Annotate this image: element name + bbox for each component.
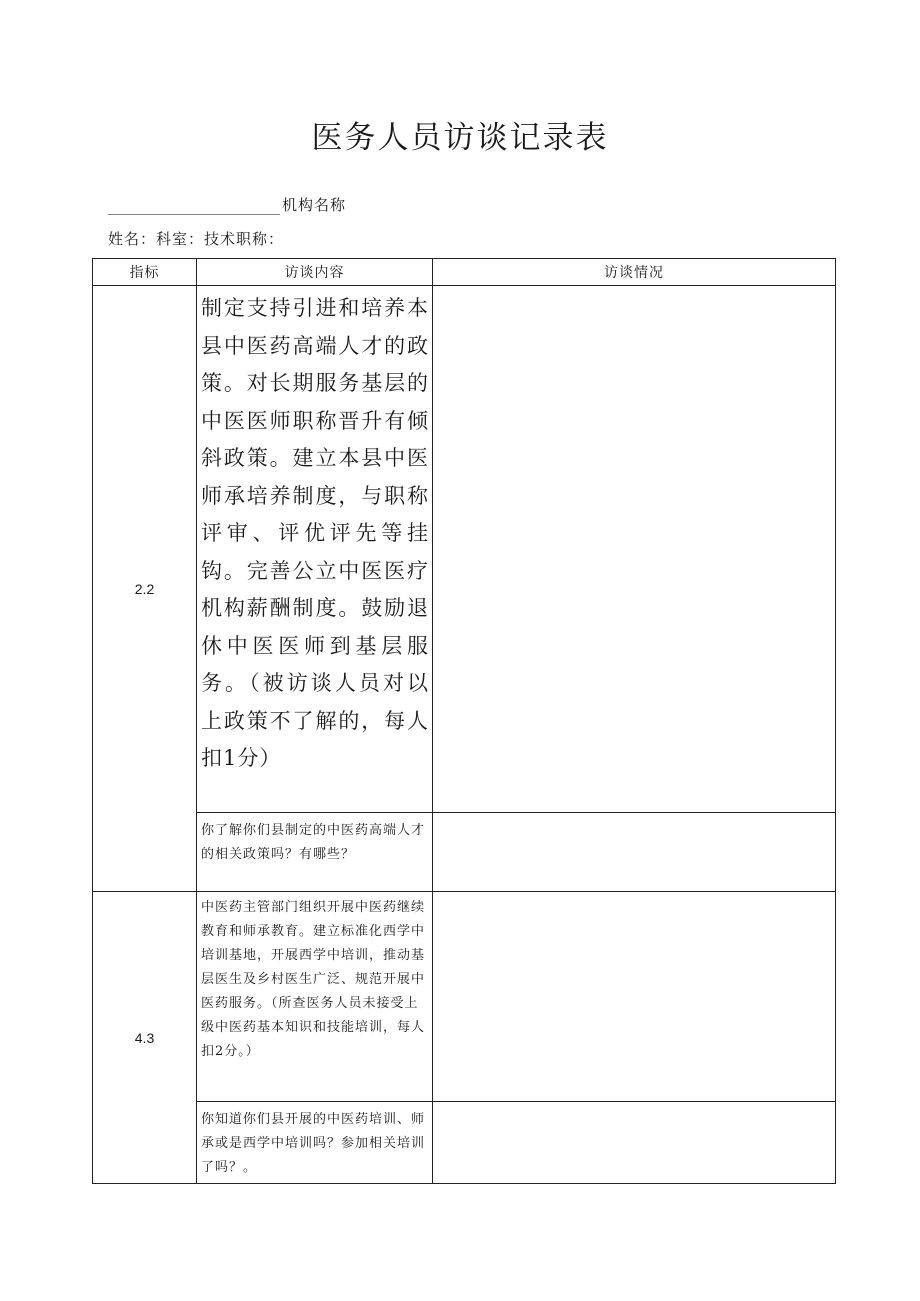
org-name-line <box>108 194 346 215</box>
interview-notes-cell[interactable] <box>433 892 836 1102</box>
indicator-content-text: 制定支持引进和培养本县中医药高端人才的政策。对长期服务基层的中医医师职称晋升有倾斜政策。建立本县中医师承培养制度，与职称评审、评优评先等挂钩。完善公立中医医疗机构薪酬制度。鼓励退休中医医师到基层服务。（被访谈人员对以上政策不了解的，每人扣1分） <box>201 296 429 770</box>
indicator-content <box>197 286 433 813</box>
interview-question <box>197 1102 433 1184</box>
org-name-blank[interactable] <box>108 198 280 215</box>
indicator-index: 4.3 <box>93 892 197 1184</box>
table-row <box>93 286 836 813</box>
table-header-row <box>93 259 836 286</box>
interview-table <box>92 258 836 1184</box>
table-row <box>93 1102 836 1184</box>
header-content: 访谈内容 <box>197 259 433 286</box>
interview-question-text: 你知道你们县开展的中医药培训、师承或是西学中培训吗？参加相关培训了吗？。 <box>201 1112 426 1175</box>
indicator-content <box>197 892 433 1102</box>
indicator-index: 2.2 <box>93 286 197 892</box>
header-situation: 访谈情况 <box>433 259 836 286</box>
indicator-content-text: 中医药主管部门组织开展中医药继续教育和师承教育。建立标准化西学中培训基地，开展西学中培训，推动基层医生及乡村医生广泛、规范开展中医药服务。（所查医务人员未接受上级中医药基本知识和技能培训，每人扣2分。） <box>201 900 426 1059</box>
interview-answer-cell[interactable] <box>433 813 836 892</box>
table-row <box>93 813 836 892</box>
page-title: 医务人员访谈记录表 <box>311 120 609 156</box>
interview-answer-cell[interactable] <box>433 1102 836 1184</box>
org-name-label: 机构名称 <box>282 196 347 214</box>
header-index: 指标 <box>93 259 197 286</box>
interview-notes-cell[interactable] <box>433 286 836 813</box>
interview-question-text: 你了解你们县制定的中医药高端人才的相关政策吗？有哪些？ <box>201 823 426 862</box>
table-row <box>93 892 836 1102</box>
person-info-line: 姓名：科室：技术职称： <box>108 230 285 248</box>
interview-question <box>197 813 433 892</box>
